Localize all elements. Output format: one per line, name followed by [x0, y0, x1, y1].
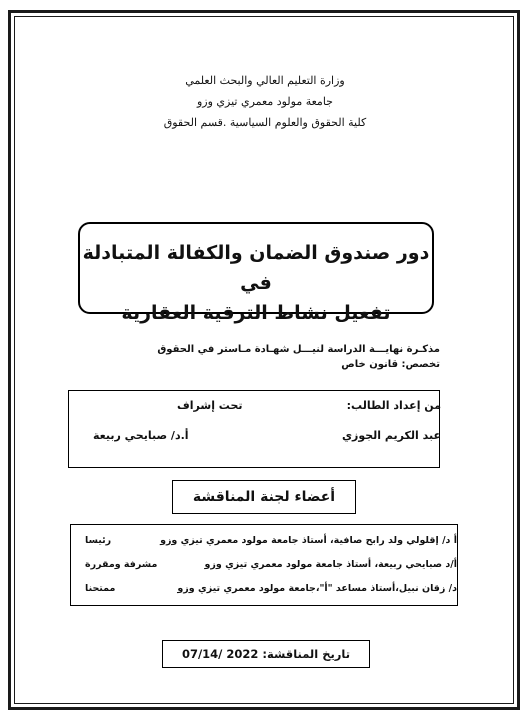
committee-members-box	[70, 524, 458, 606]
member-name: أ د/ إقلولي ولد رابح صافية، أستاذ جامعة مولود معمري تيزي وزو	[160, 535, 457, 546]
member-role: ممتحنا	[85, 583, 116, 594]
committee-title: أعضاء لجنة المناقشة	[172, 480, 356, 514]
university-line: جامعة مولود معمري تيزي وزو	[197, 95, 333, 108]
student-supervisor-box	[68, 390, 440, 468]
prepared-by-label: من إعداد الطالب:	[346, 399, 441, 412]
committee-member-row	[71, 535, 457, 557]
institution-header	[60, 70, 470, 133]
thesis-title-line-1: دور صندوق الضمان والكفالة المتبادلة في	[82, 242, 430, 294]
supervision-label: تحت إشراف	[177, 399, 243, 412]
defense-date-label: تاريخ المناقشة:	[262, 647, 351, 661]
defense-date-box	[162, 640, 370, 668]
specialization-line: تخصص: قانون خاص	[341, 359, 440, 370]
degree-statement	[157, 342, 440, 372]
committee-member-row	[71, 559, 457, 581]
supervisor-name: أ.د/ صبايحي ربيعة	[93, 429, 189, 442]
thesis-title-line-2: تفعيل نشاط الترقية العقارية	[121, 302, 391, 324]
thesis-title-box	[78, 222, 434, 324]
faculty-line: كلية الحقوق والعلوم السياسية .قسم الحقوق	[163, 116, 367, 129]
ministry-line: وزارة التعليم العالي والبحث العلمي	[185, 74, 345, 87]
member-role: رئيسا	[85, 535, 112, 546]
committee-member-row	[71, 583, 457, 605]
member-name: د/ زقان نبيل،أستاذ مساعد "أ"،جامعة مولود معمري تيزي وزو	[177, 583, 457, 594]
degree-line: مذكـرة نهايـــة الدراسة لنيـــل شهـادة مـاستر في الحقوق	[157, 344, 440, 355]
member-role: مشرفة ومقررة	[85, 559, 158, 570]
defense-date-value: 2022 /07/14	[181, 647, 259, 661]
student-name: عبد الكريم الجوزي	[341, 429, 441, 442]
member-name: أ/د صبايحي ربيعة، أستاذ جامعة مولود معمري تيزي وزو	[204, 559, 457, 570]
